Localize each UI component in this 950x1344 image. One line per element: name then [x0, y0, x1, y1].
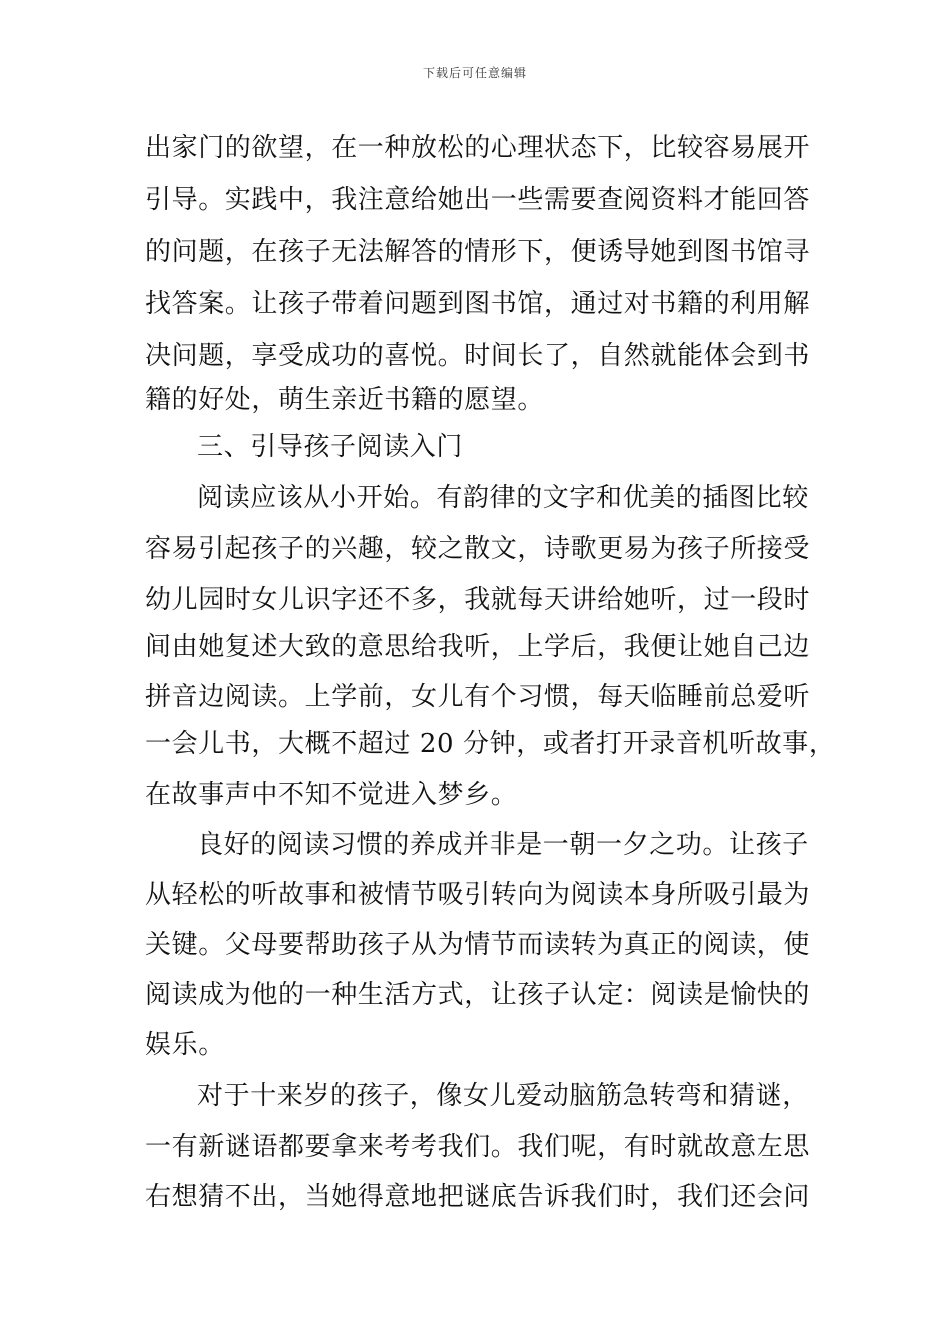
text-line: 阅读应该从小开始。有韵律的文字和优美的插图比较: [197, 483, 809, 513]
text-line: 从轻松的听故事和被情节吸引转向为阅读本身所吸引最为: [145, 880, 811, 910]
text-line: 娱乐。: [145, 1030, 225, 1060]
text-line: 引导。实践中，我注意给她出一些需要查阅资料才能回答: [145, 185, 811, 215]
text-line: 对于十来岁的孩子，像女儿爱动脑筋急转弯和猜谜，: [197, 1081, 809, 1111]
text-line: 一会儿书，大概不超过 20 分钟，或者打开录音机听故事，: [145, 729, 836, 759]
section-heading: 三、引导孩子阅读入门: [197, 432, 464, 462]
text-line: 良好的阅读习惯的养成并非是一朝一夕之功。让孩子: [197, 830, 809, 860]
text-line: 找答案。让孩子带着问题到图书馆，通过对书籍的利用解: [145, 289, 811, 319]
text-line: 拼音边阅读。上学前，女儿有个习惯，每天临睡前总爱听: [145, 682, 811, 712]
text-line: 籍的好处，萌生亲近书籍的愿望。: [145, 385, 545, 415]
text-line: 一有新谜语都要拿来考考我们。我们呢，有时就故意左思: [145, 1132, 811, 1162]
text-line: 出家门的欲望，在一种放松的心理状态下，比较容易展开: [145, 133, 811, 163]
text-line: 在故事声中不知不觉进入梦乡。: [145, 780, 518, 810]
text-line: 右想猜不出，当她得意地把谜底告诉我们时，我们还会问: [145, 1182, 811, 1212]
text-line: 间由她复述大致的意思给我听，上学后，我便让她自己边: [145, 632, 811, 662]
text-line: 决问题，享受成功的喜悦。时间长了，自然就能体会到书: [145, 341, 811, 371]
text-line: 的问题，在孩子无法解答的情形下，便诱导她到图书馆寻: [145, 237, 811, 267]
text-line: 关键。父母要帮助孩子从为情节而读转为真正的阅读，使: [145, 930, 811, 960]
text-line: 容易引起孩子的兴趣，较之散文，诗歌更易为孩子所接受: [145, 534, 811, 564]
text-line: 幼儿园时女儿识字还不多，我就每天讲给她听，过一段时: [145, 585, 811, 615]
text-line: 阅读成为他的一种生活方式，让孩子认定：阅读是愉快的: [145, 980, 811, 1010]
page-header: 下载后可任意编辑: [422, 66, 527, 80]
